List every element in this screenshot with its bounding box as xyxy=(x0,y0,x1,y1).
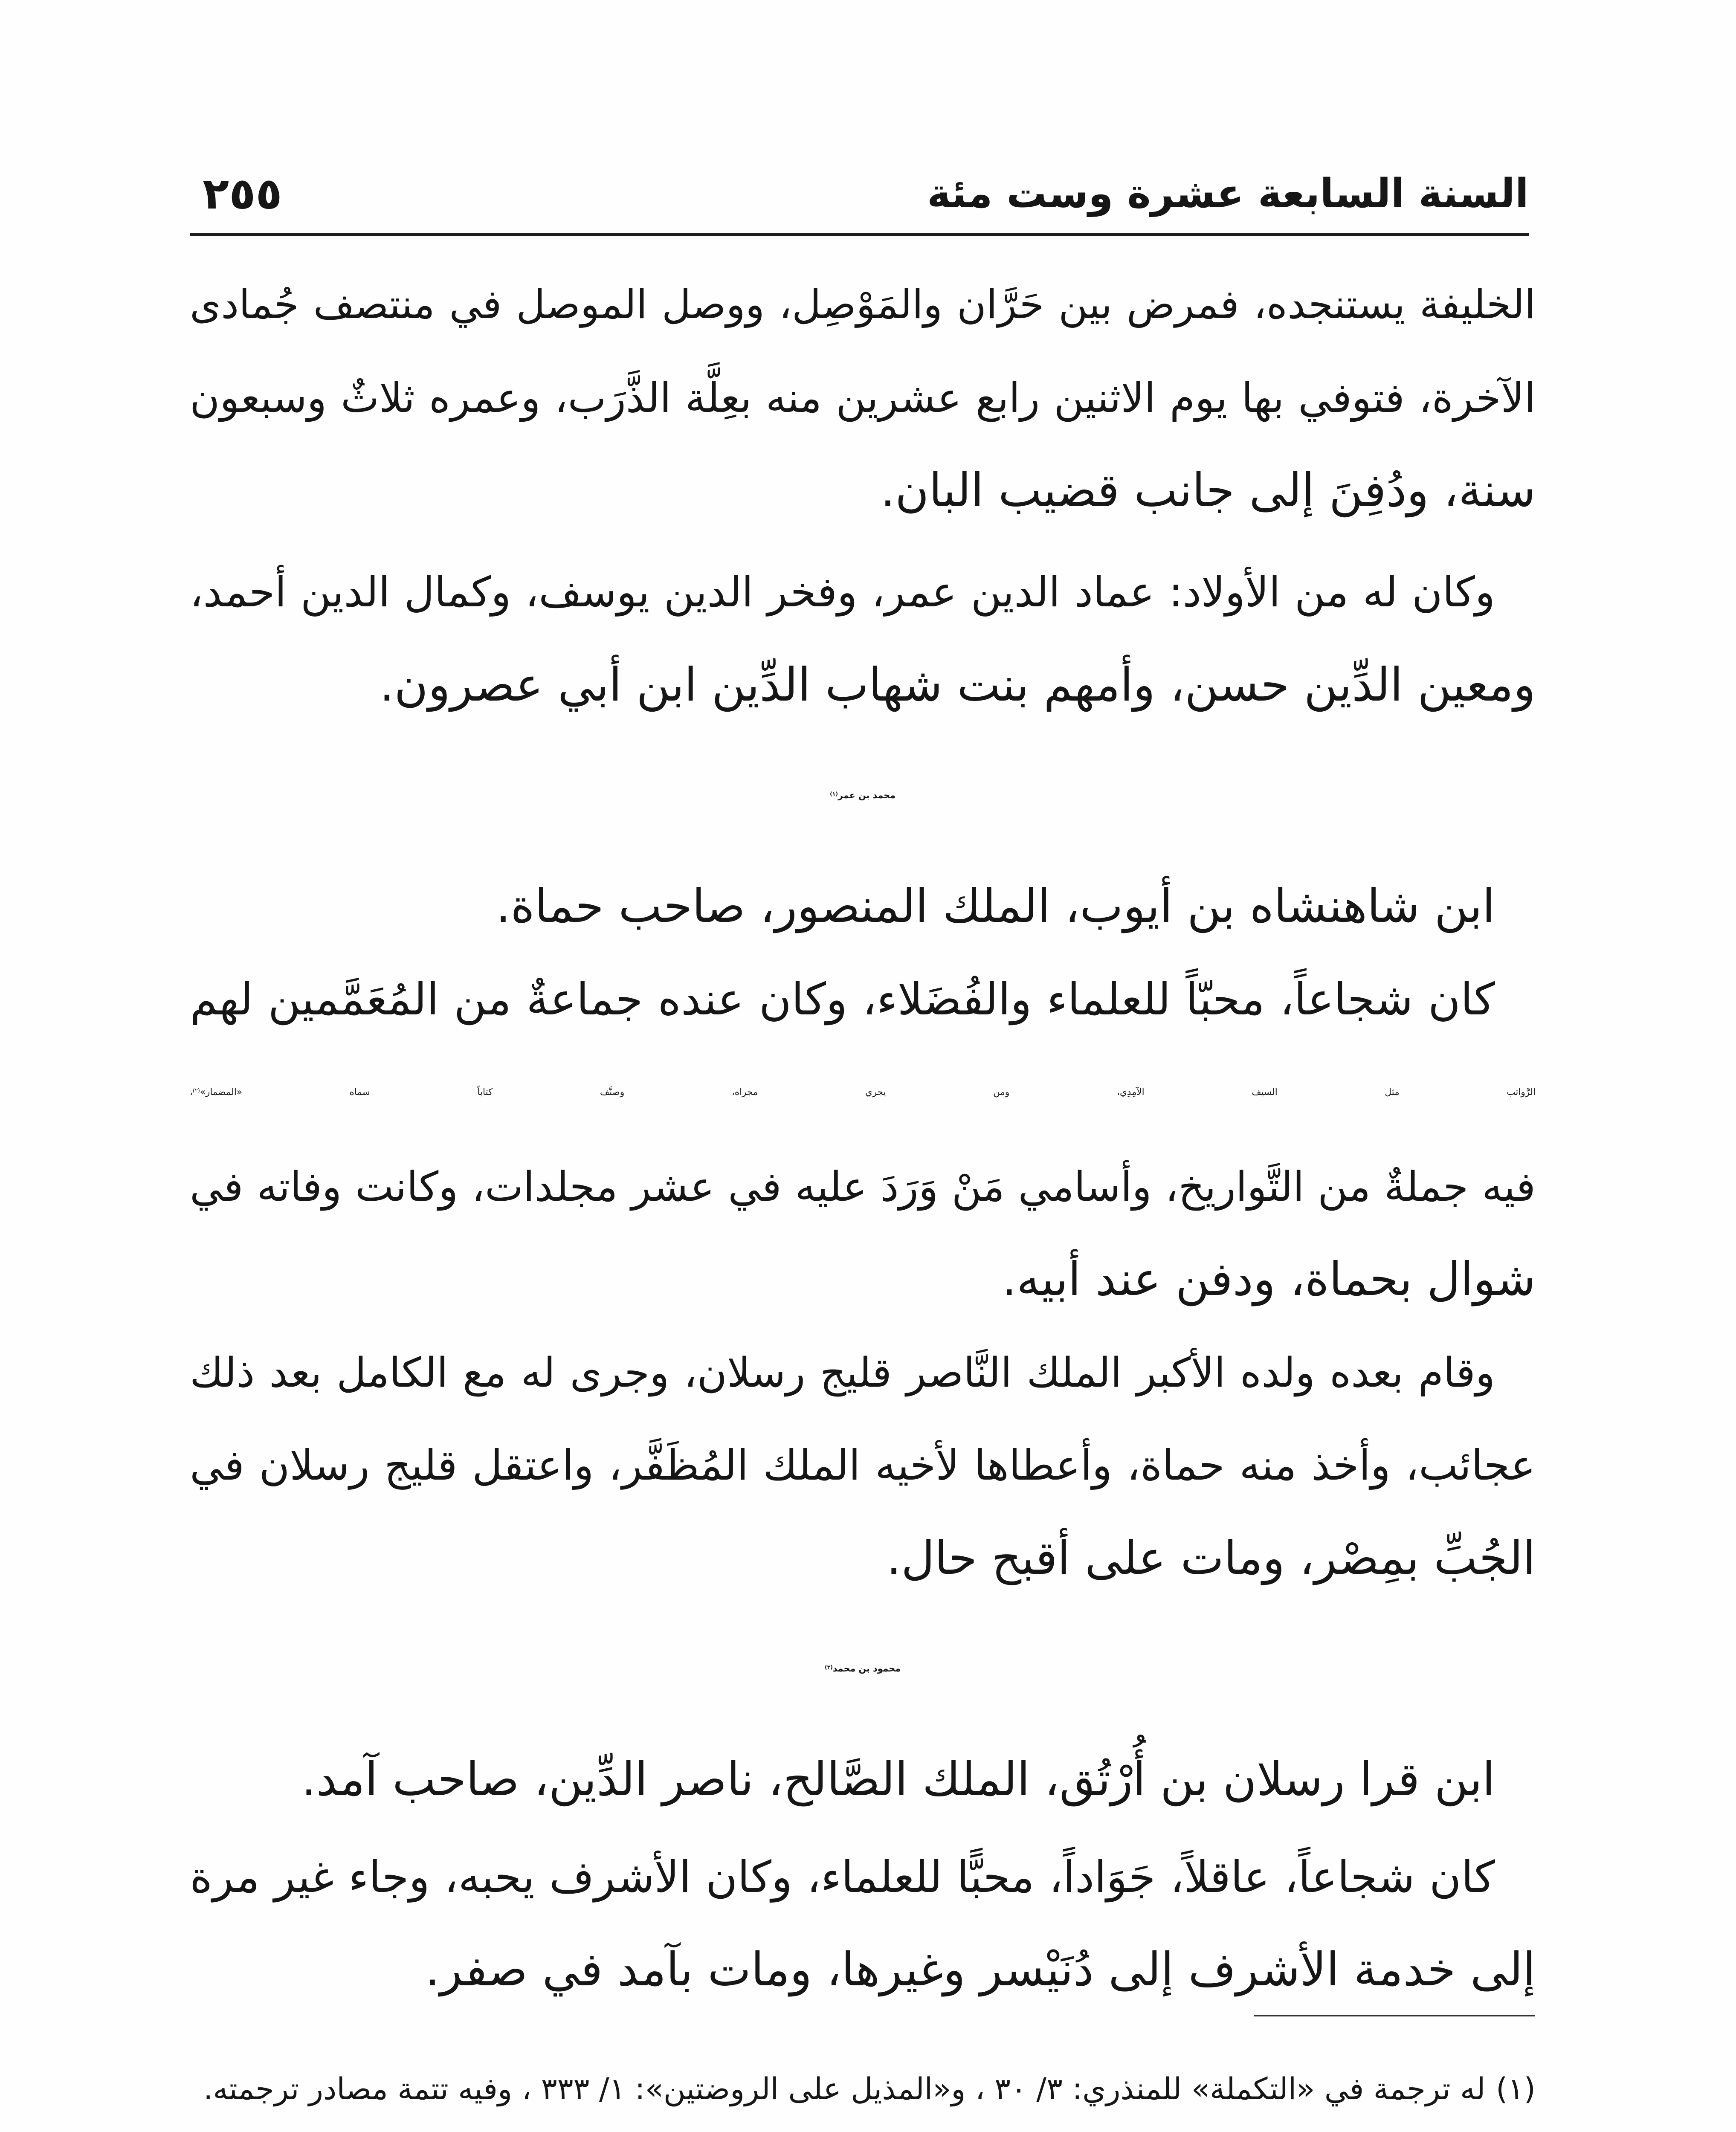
footnote-reference: (٣) xyxy=(824,1663,833,1670)
main-text xyxy=(190,258,1536,2016)
running-header xyxy=(190,162,1529,226)
entry-name: محمود بن محمد xyxy=(832,1663,901,1674)
text-line: كان شجاعاً، محبّاً للعلماء والفُضَلاء، وكان عنده جماعةٌ من المُعَمَّمين لهم xyxy=(190,974,1495,1025)
page-number: ٢٥٥ xyxy=(203,168,282,219)
footnote-reference: (٢) xyxy=(192,1087,200,1094)
text-line: سنة، ودُفِنَ إلى جانب قضيب البان. xyxy=(880,464,1536,517)
footnote-line xyxy=(190,2120,1536,2132)
text-line: وقام بعده ولده الأكبر الملك النَّاصر قليج رسلان، وجرى له مع الكامل بعد ذلك xyxy=(190,1349,1495,1396)
text-line: ومعين الدِّين حسن، وأمهم بنت شهاب الدِّين ابن أبي عصرون. xyxy=(380,658,1536,712)
biography-paragraph xyxy=(190,1831,1536,2016)
entry-heading xyxy=(190,1622,1536,1716)
footnote-reference: (١) xyxy=(830,790,838,797)
text-line: الخليفة يستنجده، فمرض بين حَرَّان والمَوْصِل، ووصل الموصل في منتصف جُمادى xyxy=(190,281,1536,328)
succession-paragraph xyxy=(190,1326,1536,1605)
entry-name: محمد بن عمر xyxy=(838,790,896,800)
text-line: وكان له من الأولاد: عماد الدين عمر، وفخر الدين يوسف، وكمال الدين أحمد، xyxy=(190,568,1495,617)
running-title: السنة السابعة عشرة وست مئة xyxy=(927,171,1529,217)
text-line: كان شجاعاً، عاقلاً، جَوَاداً، محبًّا للعلماء، وكان الأشرف يحبه، وجاء غير مرة xyxy=(190,1852,1495,1902)
text-line xyxy=(190,1046,1536,1140)
text-line: ابن قرا رسلان بن أُرْتُق، الملك الصَّالح، ناصر الدِّين، صاحب آمد. xyxy=(301,1753,1495,1806)
text-line: فيه جملةٌ من التَّواريخ، وأسامي مَنْ وَرَدَ عليه في عشر مجلدات، وكانت وفاته في xyxy=(190,1163,1536,1211)
text-line: ابن شاهنشاه بن أيوب، الملك المنصور، صاحب حماة. xyxy=(496,880,1495,933)
text-line: الجُبِّ بمِصْر، ومات على أقبح حال. xyxy=(886,1532,1536,1585)
text-line: الآخرة، فتوفي بها يوم الاثنين رابع عشرين منه بعِلَّة الذَّرَب، وعمره ثلاثٌ وسبعون xyxy=(190,374,1536,422)
continuation-paragraph xyxy=(190,258,1536,537)
text-line: شوال بحماة، ودفن عند أبيه. xyxy=(1002,1253,1536,1306)
text-segment: ، xyxy=(190,1087,193,1098)
children-paragraph xyxy=(190,546,1536,732)
footnote-marker: (١) xyxy=(1496,2071,1536,2106)
text-segment: الرَّواتب مثل السيف الآمِدِي، ومن يجري مجراه، وصنَّف كتاباً سماه «المضمار» xyxy=(200,1087,1536,1098)
footnote-line xyxy=(190,2059,1536,2120)
footnote xyxy=(190,2120,1536,2132)
biography-paragraph xyxy=(190,953,1536,1326)
entry-heading xyxy=(190,749,1536,843)
footnote-text: له ترجمة في «التكملة» للمنذري: ٣/ ٣٠ ، و«المذيل على الروضتين»: ١/ ٣٣٣ ، وفيه تتمة مصادر ترجمته. xyxy=(203,2071,1486,2106)
lineage-paragraph xyxy=(190,1733,1536,1826)
footnote-separator xyxy=(1254,2015,1535,2016)
text-line: إلى خدمة الأشرف إلى دُنَيْسر وغيرها، ومات بآمد في صفر. xyxy=(425,1943,1536,1996)
lineage-paragraph xyxy=(190,860,1536,953)
footnote xyxy=(190,2059,1536,2120)
text-line: عجائب، وأخذ منه حماة، وأعطاها لأخيه الملك المُظَفَّر، واعتقل قليج رسلان في xyxy=(190,1441,1536,1490)
header-rule xyxy=(190,233,1529,236)
footnotes xyxy=(190,2059,1536,2132)
